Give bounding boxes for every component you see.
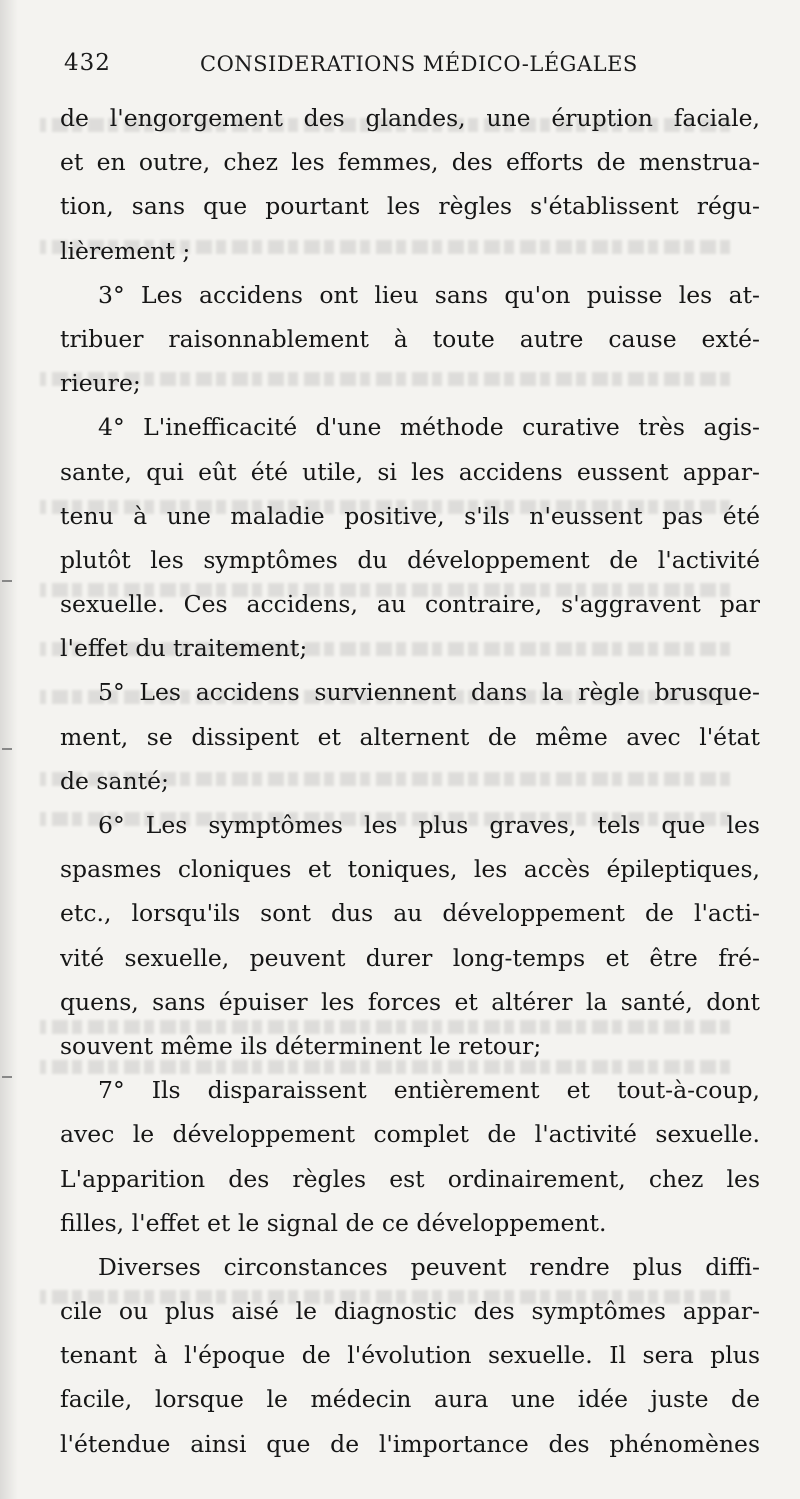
text-line: 3° Les accidens ont lieu sans qu'on puisse les at- <box>98 280 760 309</box>
text-line: cile ou plus aisé le diagnostic des symptômes appar- <box>60 1297 760 1326</box>
text-line: plutôt les symptômes du développement de l'activité <box>60 545 760 574</box>
text-line: Diverses circonstances peuvent rendre plus diffi- <box>98 1252 760 1281</box>
text-line: rieure; <box>60 369 141 398</box>
text-line: lièrement ; <box>60 236 191 265</box>
text-line: et en outre, chez les femmes, des efforts de menstrua- <box>60 148 760 177</box>
text-line: l'effet du traitement; <box>60 634 308 663</box>
page-header <box>0 50 800 90</box>
running-head: CONSIDERATIONS MÉDICO-LÉGALES <box>200 52 638 76</box>
text-line: spasmes cloniques et toniques, les accès épileptiques, <box>60 855 760 884</box>
text-line: sexuelle. Ces accidens, au contraire, s'aggravent par <box>60 590 760 619</box>
text-line: tenant à l'époque de l'évolution sexuelle. Il sera plus <box>60 1341 760 1370</box>
text-line: sante, qui eût été utile, si les accidens eussent appar- <box>60 457 760 486</box>
text-line: 5° Les accidens surviennent dans la règle brusque- <box>98 678 760 707</box>
text-line: l'étendue ainsi que de l'importance des phénomènes <box>60 1429 760 1458</box>
text-line: souvent même ils déterminent le retour; <box>60 1031 542 1060</box>
text-line: tribuer raisonnablement à toute autre cause exté- <box>60 324 760 353</box>
edge-mark <box>2 580 12 582</box>
text-line: tion, sans que pourtant les règles s'établissent régu- <box>60 192 760 221</box>
text-line: facile, lorsque le médecin aura une idée juste de <box>60 1385 760 1414</box>
text-line: ment, se dissipent et alternent de même avec l'état <box>60 722 760 751</box>
text-line: quens, sans épuiser les forces et altérer la santé, dont <box>60 987 760 1016</box>
body-text <box>60 96 760 1466</box>
text-line: de santé; <box>60 766 169 795</box>
edge-mark <box>2 748 12 750</box>
text-line: 7° Ils disparaissent entièrement et tout-à-coup, <box>98 1076 760 1105</box>
text-line: 4° L'inefficacité d'une méthode curative très agis- <box>98 413 760 442</box>
text-line: filles, l'effet et le signal de ce développement. <box>60 1208 607 1237</box>
page-number: 432 <box>64 50 111 76</box>
text-line: 6° Les symptômes les plus graves, tels que les <box>98 811 760 839</box>
text-line: etc., lorsqu'ils sont dus au développement de l'acti- <box>60 899 760 928</box>
text-line: L'apparition des règles est ordinairement, chez les <box>60 1164 760 1193</box>
text-line: vité sexuelle, peuvent durer long-temps et être fré- <box>60 943 760 972</box>
text-line: tenu à une maladie positive, s'ils n'eussent pas été <box>60 501 760 530</box>
text-line: avec le développement complet de l'activité sexuelle. <box>60 1120 760 1149</box>
edge-mark <box>2 1076 12 1078</box>
text-line: de l'engorgement des glandes, une éruption faciale, <box>60 104 760 132</box>
